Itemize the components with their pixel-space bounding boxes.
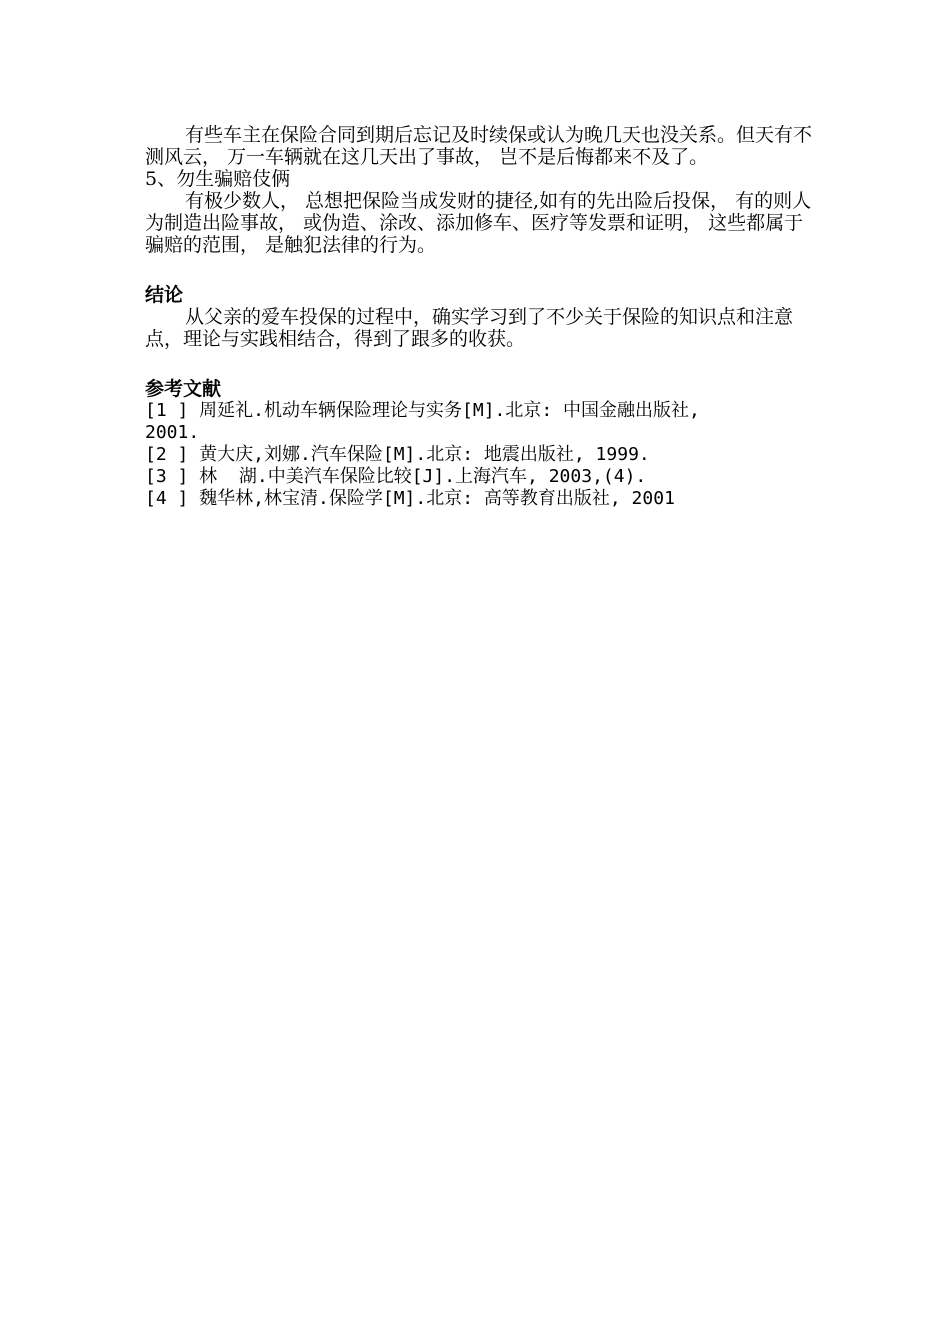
reference-list [145,400,815,510]
renewal-paragraph: 有些车主在保险合同到期后忘记及时续保或认为晚几天也没关系。但天有不测风云， 万一车辆就在这几天出了事故， 岂不是后悔都来不及了。 [145,124,813,168]
conclusion-heading: 结论 [145,284,184,306]
reference-item: [3 ] 林 湖.中美汽车保险比较[J].上海汽车, 2003,(4). [145,466,647,487]
spacer [145,256,815,284]
fraud-paragraph: 有极少数人， 总想把保险当成发财的捷径,如有的先出险后投保， 有的则人为制造出险事故， 或伪造、涂改、添加修车、医疗等发票和证明， 这些都属于骗赔的范围， 是触犯法律的行为。 [145,190,812,256]
reference-item: [1 ] 周延礼.机动车辆保险理论与实务[M].北京: 中国金融出版社, [145,400,700,421]
conclusion-paragraph: 从父亲的爱车投保的过程中，确实学习到了不少关于保险的知识点和注意点，理论与实践相结合，得到了跟多的收获。 [145,306,794,350]
spacer [145,350,815,378]
item-5-title: 5、勿生骗赔伎俩 [145,168,291,190]
references-heading: 参考文献 [145,378,222,400]
reference-item: 2001. [145,422,200,443]
document-page [145,124,815,510]
reference-item: [4 ] 魏华林,林宝清.保险学[M].北京: 高等教育出版社, 2001 [145,488,675,509]
reference-item: [2 ] 黄大庆,刘娜.汽车保险[M].北京: 地震出版社, 1999. [145,444,650,465]
